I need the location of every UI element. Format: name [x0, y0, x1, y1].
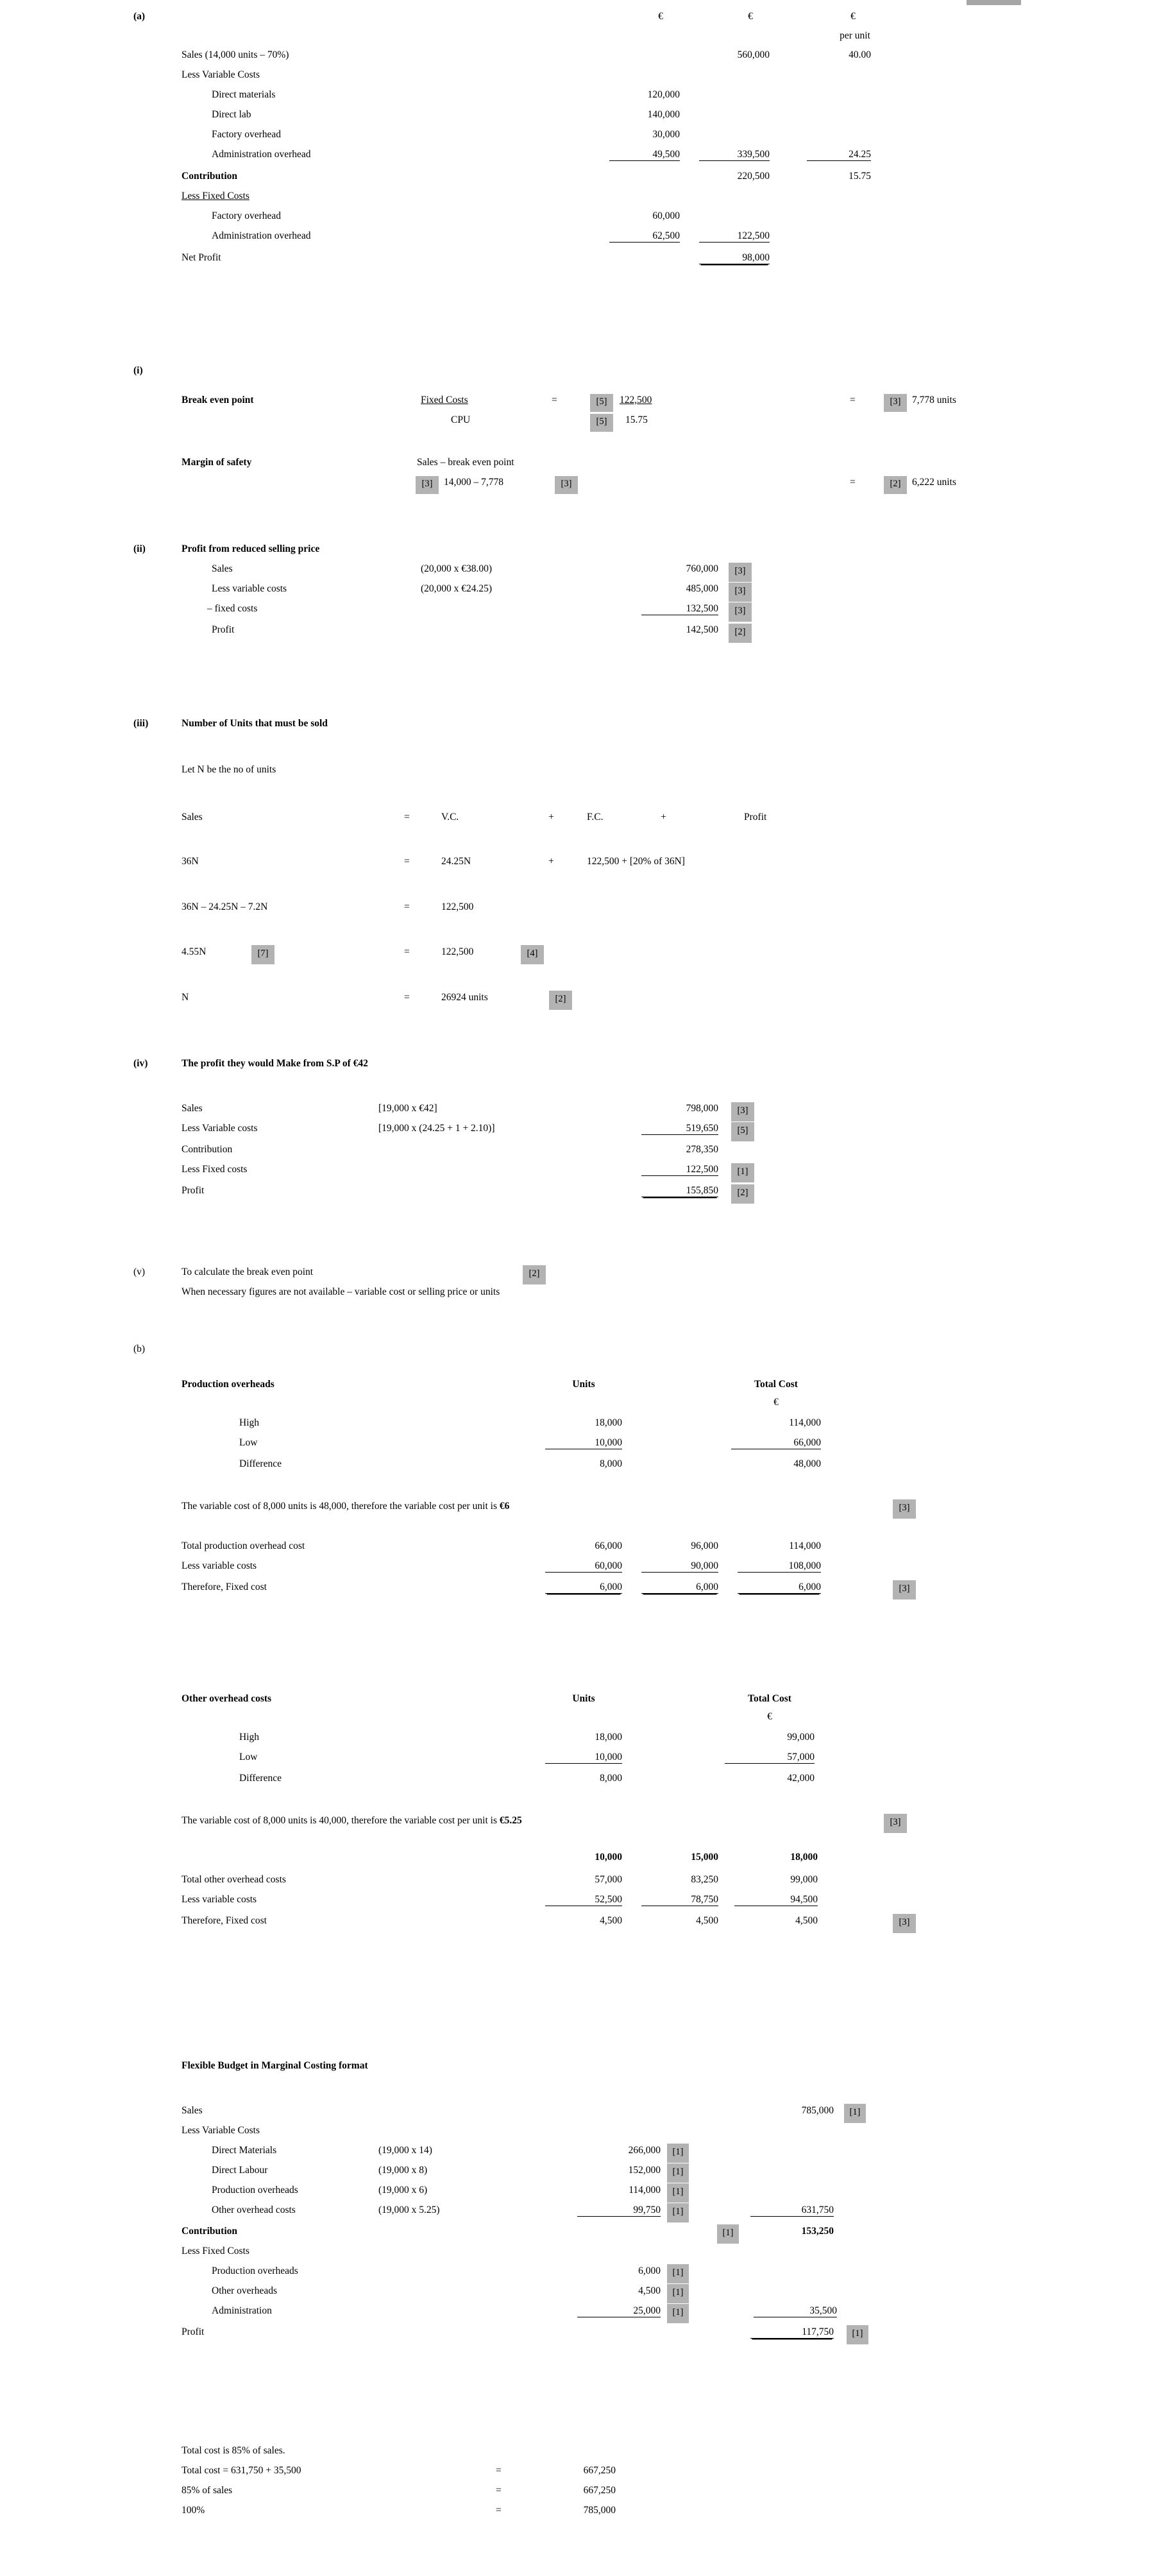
row-v3: 114,000: [789, 1540, 821, 1551]
mark-2: [2]: [549, 991, 572, 1010]
row-label: Less Variable Costs: [182, 69, 260, 80]
row-total: 42,000: [787, 1773, 815, 1784]
table-row: [0, 1582, 1166, 1602]
table-row: [0, 2185, 1166, 2205]
currency-symbol: €: [767, 1711, 772, 1722]
table-row: [0, 2327, 1166, 2347]
table-row: [0, 1186, 1166, 1206]
row-label: Low: [239, 1752, 258, 1762]
row-label: Less variable costs: [182, 1894, 257, 1905]
row-label: Direct Materials: [212, 2145, 277, 2156]
row-c1: 30,000: [652, 129, 680, 140]
row-amount: 760,000: [686, 563, 718, 574]
row-label: Less Variable Costs: [182, 2125, 260, 2136]
eq-term-2: 122,500 + [20% of 36N]: [587, 856, 685, 867]
col-header-per-unit: per unit: [840, 30, 870, 41]
table-row: [0, 211, 1166, 231]
table-row: [0, 2106, 1166, 2126]
row-c3: 24.25: [807, 149, 871, 161]
row-amount: 142,500: [686, 624, 718, 635]
eq-sign: =: [404, 901, 410, 912]
eq-term-1: V.C.: [441, 812, 459, 823]
row-label: Administration: [212, 2305, 272, 2316]
mark-5: [5]: [731, 1122, 754, 1141]
margin-of-safety-formula: Sales – break even point: [417, 457, 514, 468]
row-v2: 4,500: [696, 1915, 718, 1926]
row-detail: (19,000 x 6): [378, 2185, 428, 2196]
row-v2: 83,250: [691, 1874, 718, 1885]
row-amount: 278,350: [686, 1144, 718, 1155]
row-label: 85% of sales: [182, 2485, 233, 2496]
eq-sign: =: [404, 992, 410, 1003]
break-even-equals-2: =: [850, 395, 856, 405]
row-label: Less variable costs: [182, 1560, 257, 1571]
row-c1: 114,000: [629, 2185, 661, 2196]
row-label: Administration overhead: [212, 230, 311, 241]
section-v-label: (v): [133, 1267, 146, 1277]
col-header-total-cost: Total Cost: [754, 1379, 798, 1390]
table-row: [0, 1773, 1166, 1793]
other-overheads-title: Other overhead costs: [182, 1693, 272, 1704]
row-c2: 785,000: [801, 2105, 834, 2116]
mark-3b: [3]: [416, 476, 439, 494]
row-v2: 6,000: [641, 1582, 718, 1594]
table-row: [0, 50, 1166, 70]
row-equals: =: [496, 2505, 502, 2516]
mark-1: [1]: [667, 2264, 689, 2283]
eq-left: 36N – 24.25N – 7.2N: [182, 901, 268, 912]
mark-3: [3]: [893, 1914, 916, 1933]
row-label: Total production overhead cost: [182, 1540, 305, 1551]
mark-2: [2]: [523, 1265, 546, 1284]
row-label: Less Fixed Costs: [182, 191, 249, 201]
mark-1: [1]: [667, 2284, 689, 2303]
section-iv-title: The profit they would Make from S.P of €42: [182, 1058, 368, 1069]
mark-2: [2]: [729, 624, 752, 643]
row-c1: 99,750: [577, 2205, 661, 2217]
mark-3c: [3]: [555, 476, 578, 494]
row-detail: (19,000 x 5.25): [378, 2205, 440, 2215]
table-row: [0, 812, 1166, 832]
row-total: 99,000: [787, 1732, 815, 1743]
section-iii-title: Number of Units that must be sold: [182, 718, 328, 729]
table-row: [0, 253, 1166, 273]
row-label: Sales: [182, 2105, 203, 2116]
row-total: 114,000: [789, 1417, 821, 1428]
table-row: [0, 231, 1166, 251]
table-row: [0, 2205, 1166, 2225]
row-label: Other overhead costs: [212, 2205, 296, 2215]
row-label: Low: [239, 1437, 258, 1448]
break-even-numerator: Fixed Costs: [421, 395, 468, 405]
mark-3: [3]: [729, 563, 752, 582]
table-row: [0, 584, 1166, 604]
table-row: [0, 110, 1166, 130]
row-label: Profit: [212, 624, 235, 635]
table-row: [0, 1164, 1166, 1184]
row-label: High: [239, 1417, 259, 1428]
mark-1: [1]: [667, 2203, 689, 2222]
row-c2: 220,500: [737, 171, 770, 182]
row-c1: 4,500: [638, 2285, 661, 2296]
table-row: [0, 90, 1166, 110]
row-label: Contribution: [182, 1144, 233, 1155]
row-c2: 122,500: [699, 231, 770, 243]
table-row: [0, 2126, 1166, 2145]
col-header-euro-2: €: [748, 11, 753, 22]
eq-sign: =: [404, 946, 410, 957]
break-even-denominator: CPU: [451, 414, 471, 425]
table-row: [0, 2306, 1166, 2326]
table-row: [0, 1104, 1166, 1123]
row-amount: 798,000: [686, 1103, 718, 1114]
row-label: Therefore, Fixed cost: [182, 1582, 267, 1592]
row-detail: [19,000 x €42]: [378, 1103, 437, 1114]
row-label: Production overheads: [212, 2185, 298, 2196]
row-label: Other overheads: [212, 2285, 277, 2296]
currency-symbol: €: [773, 1397, 779, 1408]
row-label: Therefore, Fixed cost: [182, 1915, 267, 1926]
row-label: Sales (14,000 units – 70%): [182, 49, 289, 60]
table-row: [0, 1561, 1166, 1581]
row-c2: 153,250: [801, 2226, 834, 2237]
table-row: [0, 902, 1166, 922]
eq-left: 4.55N: [182, 946, 207, 957]
eq-sign: =: [404, 856, 410, 867]
row-detail: [19,000 x (24.25 + 1 + 2.10)]: [378, 1123, 495, 1134]
section-v-line-1: To calculate the break even point: [182, 1267, 314, 1277]
row-amount: 155,850: [641, 1186, 718, 1197]
row-label: High: [239, 1732, 259, 1743]
row-value: 785,000: [583, 2505, 616, 2516]
row-c2: 631,750: [750, 2205, 834, 2217]
table-row: [0, 857, 1166, 876]
mark-1: [1]: [847, 2325, 868, 2344]
mark-3: [3]: [884, 1814, 907, 1833]
break-even-title: Break even point: [182, 395, 254, 405]
mark-7: [7]: [251, 945, 275, 964]
row-label: Factory overhead: [212, 129, 282, 140]
row-c3: 15.75: [849, 171, 871, 182]
col-header-total-cost: Total Cost: [748, 1693, 791, 1704]
top-gray-marker: [967, 0, 1021, 5]
row-v1: 60,000: [545, 1561, 622, 1573]
mark-1: [1]: [717, 2224, 739, 2244]
mark-1: [1]: [667, 2144, 689, 2163]
production-overheads-title: Production overheads: [182, 1379, 275, 1390]
row-units: 8,000: [600, 1458, 622, 1469]
table-row: [0, 1123, 1166, 1143]
other-variable-cost-statement: The variable cost of 8,000 units is 40,000, therefore the variable cost per unit is €5.25: [182, 1815, 522, 1826]
row-v1: 66,000: [595, 1540, 622, 1551]
row-c1: 49,500: [609, 149, 680, 161]
table-row: [0, 149, 1166, 169]
table-header-row: [0, 1852, 1166, 1872]
row-total: 48,000: [793, 1458, 821, 1469]
row-label: Profit: [182, 2326, 205, 2337]
table-row: [0, 2165, 1166, 2185]
eq-term-1: 26924 units: [441, 992, 488, 1003]
table-row: [0, 70, 1166, 90]
row-amount: 122,500: [641, 1164, 718, 1176]
row-label: Net Profit: [182, 252, 221, 263]
margin-of-safety-result: 6,222 units: [912, 477, 956, 488]
row-c2: 117,750: [750, 2327, 834, 2339]
row-c1: 60,000: [652, 210, 680, 221]
row-amount: 132,500: [641, 604, 718, 615]
row-label: Less Variable costs: [182, 1123, 258, 1134]
row-label: 100%: [182, 2505, 205, 2516]
mark-5a: [5]: [590, 394, 613, 412]
table-row: [0, 1418, 1166, 1438]
col-header-10000: 10,000: [595, 1852, 622, 1863]
row-label: Difference: [239, 1458, 282, 1469]
mark-5b: [5]: [590, 414, 613, 432]
row-c1: 266,000: [628, 2145, 661, 2156]
col-header-euro-1: €: [658, 11, 663, 22]
mark-2a: [2]: [884, 476, 907, 494]
row-label: Less Fixed Costs: [182, 2246, 249, 2256]
row-label: Profit: [182, 1185, 205, 1196]
row-label: Production overheads: [212, 2265, 298, 2276]
mark-1: [1]: [667, 2183, 689, 2203]
row-value: 667,250: [583, 2465, 616, 2476]
row-label: Direct lab: [212, 109, 251, 120]
row-units: 10,000: [545, 1438, 622, 1449]
section-v-line-2: When necessary figures are not available – variable cost or selling price or units: [182, 1286, 500, 1297]
table-row: [0, 2246, 1166, 2266]
break-even-value-numerator: 122,500: [620, 395, 652, 405]
row-units: 10,000: [545, 1752, 622, 1764]
row-units: 8,000: [600, 1773, 622, 1784]
margin-of-safety-calc: 14,000 – 7,778: [444, 477, 503, 488]
table-row: [0, 604, 1166, 624]
table-row: [0, 2505, 1166, 2525]
eq-term-1: 24.25N: [441, 856, 471, 867]
table-row: [0, 564, 1166, 584]
row-v3: 4,500: [795, 1915, 818, 1926]
col-header-euro-3: €: [850, 11, 856, 22]
mark-3: [3]: [893, 1580, 916, 1599]
table-row: [0, 1895, 1166, 1915]
eq-term-1: 122,500: [441, 946, 474, 957]
table-row: [0, 2466, 1166, 2486]
row-c1: 120,000: [647, 89, 680, 100]
reconciliation-line-1: Total cost is 85% of sales.: [182, 2445, 285, 2456]
mark-2: [2]: [731, 1184, 754, 1204]
table-row: [0, 130, 1166, 149]
row-label: – fixed costs: [207, 603, 258, 614]
margin-of-safety-title: Margin of safety: [182, 457, 252, 468]
col-header-units: Units: [572, 1693, 595, 1704]
row-units: 18,000: [595, 1417, 622, 1428]
row-v3: 99,000: [790, 1874, 818, 1885]
mark-3a: [3]: [884, 394, 907, 412]
row-label: Contribution: [182, 2226, 237, 2237]
table-row: [0, 947, 1166, 967]
mark-3: [3]: [893, 1499, 916, 1519]
table-row: [0, 2226, 1166, 2246]
eq-left: 36N: [182, 856, 199, 867]
eq-sign: =: [404, 812, 410, 823]
mark-3: [3]: [729, 583, 752, 602]
row-v2: 78,750: [641, 1895, 718, 1906]
section-a-label: (a): [133, 11, 146, 22]
eq-left: Sales: [182, 812, 203, 823]
table-row: [0, 1438, 1166, 1458]
section-iii-intro: Let N be the no of units: [182, 764, 276, 775]
table-row: [0, 191, 1166, 211]
row-amount: 519,650: [641, 1123, 718, 1135]
row-c1: 62,500: [609, 231, 680, 243]
section-ii-title: Profit from reduced selling price: [182, 543, 320, 554]
row-c2: 339,500: [699, 149, 770, 161]
row-v2: 96,000: [691, 1540, 718, 1551]
row-total: 66,000: [731, 1438, 821, 1449]
row-label: Total cost = 631,750 + 35,500: [182, 2465, 301, 2476]
section-ii-label: (ii): [133, 543, 146, 554]
row-detail: (19,000 x 8): [378, 2165, 428, 2176]
row-equals: =: [496, 2465, 502, 2476]
mark-1: [1]: [731, 1163, 754, 1182]
table-row: [0, 993, 1166, 1012]
table-row: [0, 1752, 1166, 1772]
table-row: [0, 1916, 1166, 1936]
table-row: [0, 1732, 1166, 1752]
mark-1: [1]: [667, 2163, 689, 2183]
eq-plus-1: +: [548, 856, 554, 867]
table-row: [0, 1459, 1166, 1479]
row-c2: 560,000: [737, 49, 770, 60]
row-v2: 90,000: [641, 1561, 718, 1573]
row-v1: 6,000: [545, 1582, 622, 1594]
row-c3: 40.00: [849, 49, 871, 60]
table-row: [0, 1541, 1166, 1561]
mark-1: [1]: [667, 2304, 689, 2323]
eq-term-3: Profit: [744, 812, 767, 823]
production-variable-cost-statement: The variable cost of 8,000 units is 48,000, therefore the variable cost per unit is €6: [182, 1501, 510, 1512]
row-v1: 57,000: [595, 1874, 622, 1885]
row-v3: 94,500: [734, 1895, 818, 1906]
row-c1: 140,000: [647, 109, 680, 120]
row-value: 667,250: [583, 2485, 616, 2496]
break-even-value-denominator: 15.75: [625, 414, 648, 425]
section-b-label: (b): [133, 1343, 146, 1354]
table-row: [0, 1145, 1166, 1164]
row-c1: 6,000: [638, 2265, 661, 2276]
flexible-budget-title: Flexible Budget in Marginal Costing format: [182, 2060, 368, 2071]
col-header-18000: 18,000: [790, 1852, 818, 1863]
row-label: Administration overhead: [212, 149, 311, 160]
row-c2: 98,000: [699, 253, 770, 264]
break-even-result: 7,778 units: [912, 395, 956, 405]
row-c1: 152,000: [628, 2165, 661, 2176]
mark-4: [4]: [521, 945, 544, 964]
table-row: [0, 2145, 1166, 2165]
row-units: 18,000: [595, 1732, 622, 1743]
eq-term-1: 122,500: [441, 901, 474, 912]
row-equals: =: [496, 2485, 502, 2496]
row-label: Less Fixed costs: [182, 1164, 248, 1175]
break-even-equals-1: =: [552, 395, 557, 405]
row-total: 57,000: [725, 1752, 815, 1764]
row-v1: 4,500: [600, 1915, 622, 1926]
table-row: [0, 625, 1166, 645]
table-row: [0, 2286, 1166, 2306]
row-v1: 52,500: [545, 1895, 622, 1906]
row-detail: (19,000 x 14): [378, 2145, 432, 2156]
mark-1: [1]: [844, 2104, 866, 2123]
row-amount: 485,000: [686, 583, 718, 594]
col-header-15000: 15,000: [691, 1852, 718, 1863]
row-label: Direct materials: [212, 89, 276, 100]
row-label: Total other overhead costs: [182, 1874, 286, 1885]
row-v3: 108,000: [738, 1561, 821, 1573]
eq-plus-1: +: [548, 812, 554, 823]
table-row: [0, 1875, 1166, 1895]
row-label: Sales: [212, 563, 233, 574]
row-label: Factory overhead: [212, 210, 282, 221]
mark-3: [3]: [731, 1102, 754, 1122]
row-detail: (20,000 x €24.25): [421, 583, 493, 594]
row-c2: 35,500: [754, 2306, 837, 2317]
table-row: [0, 2486, 1166, 2505]
section-i-label: (i): [133, 365, 143, 376]
table-row: [0, 2266, 1166, 2286]
mark-3: [3]: [729, 602, 752, 622]
row-label: Less variable costs: [212, 583, 287, 594]
row-c1: 25,000: [577, 2306, 661, 2317]
section-iv-label: (iv): [133, 1058, 148, 1069]
eq-plus-2: +: [661, 812, 666, 823]
row-label: Sales: [182, 1103, 203, 1114]
row-label: Contribution: [182, 171, 237, 182]
row-v3: 6,000: [738, 1582, 821, 1594]
row-label: Difference: [239, 1773, 282, 1784]
margin-of-safety-equals: =: [850, 477, 856, 488]
row-label: Direct Labour: [212, 2165, 268, 2176]
section-iii-label: (iii): [133, 718, 149, 729]
table-row: [0, 171, 1166, 191]
eq-term-2: F.C.: [587, 812, 604, 823]
row-detail: (20,000 x €38.00): [421, 563, 493, 574]
eq-left: N: [182, 992, 189, 1003]
col-header-units: Units: [572, 1379, 595, 1390]
